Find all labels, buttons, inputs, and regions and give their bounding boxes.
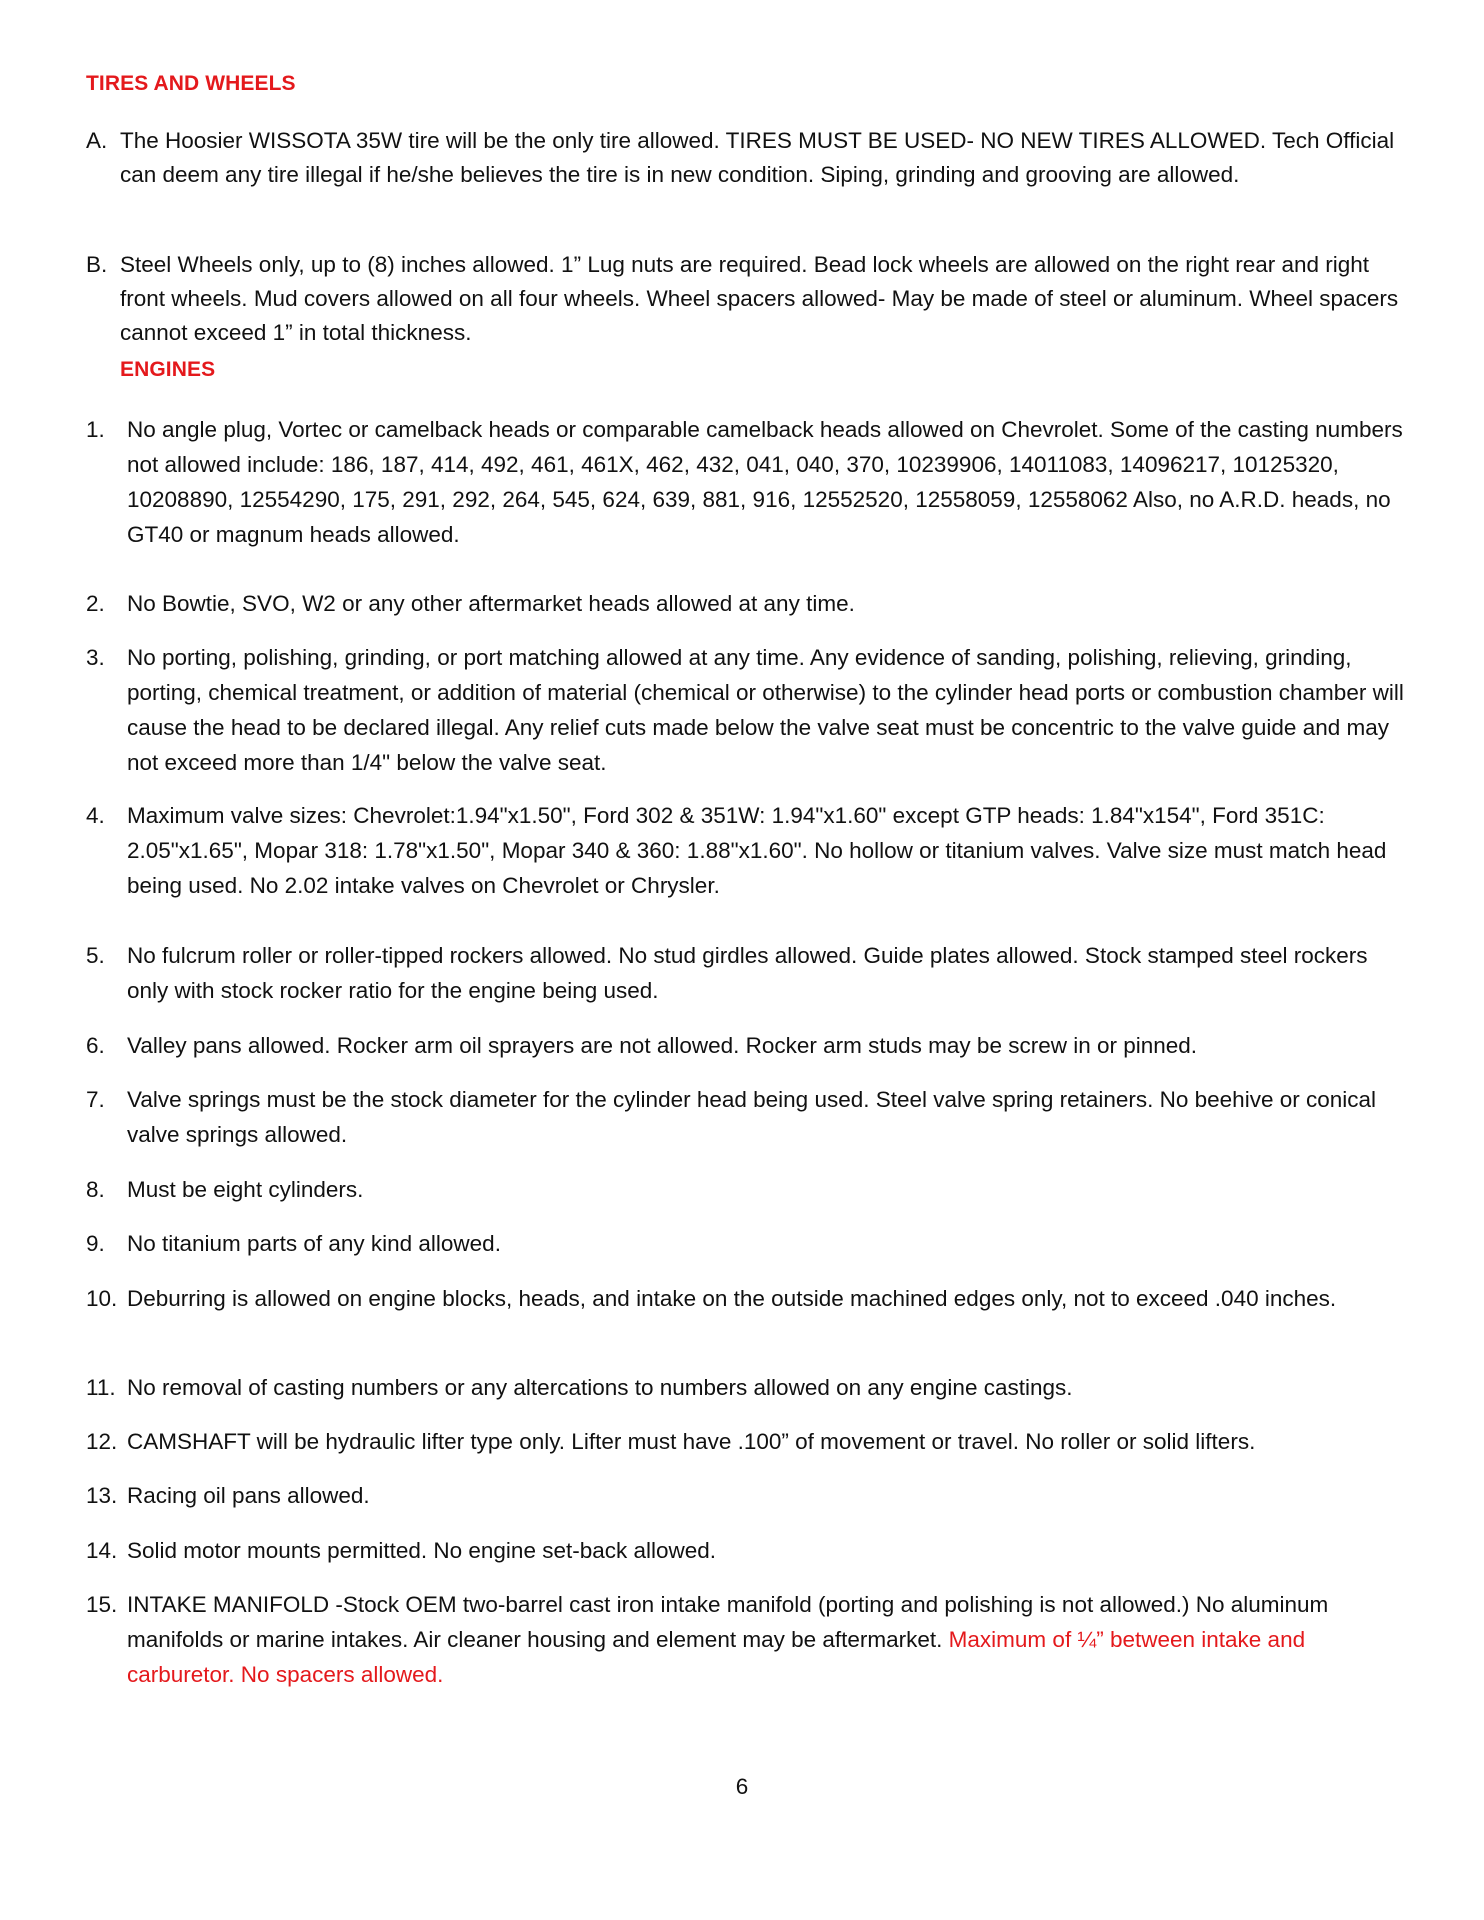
list-marker: 15. bbox=[86, 1592, 118, 1617]
list-marker: 2. bbox=[86, 591, 105, 616]
list-marker: 14. bbox=[86, 1538, 118, 1563]
list-item-text: Must be eight cylinders. bbox=[127, 1177, 364, 1202]
list-marker: A. bbox=[86, 128, 108, 153]
list-item-text: No removal of casting numbers or any altercations to numbers allowed on any engine castings. bbox=[127, 1375, 1073, 1400]
list-marker: 1. bbox=[86, 417, 105, 442]
list-item-tires-b bbox=[86, 248, 1406, 350]
list-item-text: Racing oil pans allowed. bbox=[127, 1483, 370, 1508]
list-item-engine-10 bbox=[86, 1281, 1406, 1316]
list-item-engine-3 bbox=[86, 640, 1406, 780]
list-item-engine-4 bbox=[86, 798, 1406, 903]
tires-wheels-heading: TIRES AND WHEELS bbox=[86, 72, 296, 95]
list-marker: 4. bbox=[86, 803, 105, 828]
list-marker: 5. bbox=[86, 943, 105, 968]
list-marker: 12. bbox=[86, 1429, 118, 1454]
list-item-engine-14 bbox=[86, 1533, 1406, 1568]
list-item-engine-9 bbox=[86, 1226, 1406, 1261]
list-item-text: Valve springs must be the stock diameter for the cylinder head being used. Steel valve spring retainers. No beehive or conical valve springs allowed. bbox=[127, 1087, 1377, 1147]
list-item-engine-1 bbox=[86, 412, 1406, 552]
engines-heading: ENGINES bbox=[120, 358, 216, 381]
page-number: 6 bbox=[735, 1774, 749, 1799]
list-item-text: No Bowtie, SVO, W2 or any other aftermarket heads allowed at any time. bbox=[127, 591, 855, 616]
list-item-text: Valley pans allowed. Rocker arm oil sprayers are not allowed. Rocker arm studs may be screw in or pinned. bbox=[127, 1033, 1198, 1058]
list-item-engine-5 bbox=[86, 938, 1406, 1008]
list-item-text: Solid motor mounts permitted. No engine set-back allowed. bbox=[127, 1538, 717, 1563]
list-item-engine-11 bbox=[86, 1370, 1406, 1405]
list-item-text: No angle plug, Vortec or camelback heads or comparable camelback heads allowed on Chevrolet. Some of the casting numbers not allowed include: 186, 187, 414, 492, 461, 461X, 462, 432, 041, 040, 370, 10239906, 14011083, 14096217, 10125320, 10208890, 12554290, 175, 291, 292, 264, 545, 624, 639, 881, 916, 12552520, 12558059, 12558062 Also, no A.R.D. heads, no GT40 or magnum heads allowed. bbox=[127, 417, 1403, 547]
list-item-text: No titanium parts of any kind allowed. bbox=[127, 1231, 501, 1256]
list-item-engine-8 bbox=[86, 1172, 1406, 1207]
list-marker: 8. bbox=[86, 1177, 105, 1202]
list-marker: 13. bbox=[86, 1483, 118, 1508]
list-item-text: Maximum valve sizes: Chevrolet:1.94"x1.50", Ford 302 & 351W: 1.94"x1.60" except GTP heads: 1.84"x154", Ford 351C: 2.05"x1.65", Mopar 318: 1.78"x1.50", Mopar 340 & 360: 1.88"x1.60". No hollow or titanium valves. Valve size must match head being used. No 2.02 intake valves on Chevrolet or Chrysler. bbox=[127, 803, 1387, 898]
list-item-engine-15 bbox=[86, 1587, 1406, 1692]
list-marker: 7. bbox=[86, 1087, 105, 1112]
list-marker: B. bbox=[86, 252, 108, 277]
list-marker: 9. bbox=[86, 1231, 105, 1256]
intake-spacer-warning: Maximum of ¼” between intake and carburetor. No spacers allowed. bbox=[127, 1627, 1306, 1687]
list-marker: 3. bbox=[86, 645, 105, 670]
list-item-engine-6 bbox=[86, 1028, 1406, 1063]
list-marker: 6. bbox=[86, 1033, 105, 1058]
list-item-engine-7 bbox=[86, 1082, 1406, 1152]
list-item-text bbox=[127, 1587, 1406, 1692]
list-item-engine-12 bbox=[86, 1424, 1406, 1459]
list-item-tires-a bbox=[86, 124, 1406, 192]
intake-manifold-text: INTAKE MANIFOLD -Stock OEM two-barrel cast iron intake manifold (porting and polishing is not allowed.) No aluminum manifolds or marine intakes. Air cleaner housing and element may be aftermarket. bbox=[127, 1592, 1329, 1652]
list-item-engine-2 bbox=[86, 586, 1406, 621]
list-item-text: Deburring is allowed on engine blocks, heads, and intake on the outside machined edges only, not to exceed .040 inches. bbox=[127, 1286, 1337, 1311]
list-item-text: No porting, polishing, grinding, or port matching allowed at any time. Any evidence of sanding, polishing, relieving, grinding, porting, chemical treatment, or addition of material (chemical or otherwise) to the cylinder head ports or combustion chamber will cause the head to be declared illegal. Any relief cuts made below the valve seat must be concentric to the valve guide and may not exceed more than 1/4" below the valve seat. bbox=[127, 645, 1404, 775]
list-marker: 10. bbox=[86, 1286, 118, 1311]
list-item-text: Steel Wheels only, up to (8) inches allowed. 1” Lug nuts are required. Bead lock wheels are allowed on the right rear and right front wheels. Mud covers allowed on all four wheels. Wheel spacers allowed- May be made of steel or aluminum. Wheel spacers cannot exceed 1” in total thickness. bbox=[120, 252, 1399, 345]
list-marker: 11. bbox=[86, 1375, 116, 1400]
list-item-text: The Hoosier WISSOTA 35W tire will be the only tire allowed. TIRES MUST BE USED- NO NEW TIRES ALLOWED. Tech Official can deem any tire illegal if he/she believes the tire is in new condition. Siping, grinding and grooving are allowed. bbox=[120, 128, 1395, 187]
list-item-text: CAMSHAFT will be hydraulic lifter type only. Lifter must have .100” of movement or travel. No roller or solid lifters. bbox=[127, 1429, 1256, 1454]
list-item-engine-13 bbox=[86, 1478, 1406, 1513]
list-item-text: No fulcrum roller or roller-tipped rockers allowed. No stud girdles allowed. Guide plates allowed. Stock stamped steel rockers only with stock rocker ratio for the engine being used. bbox=[127, 943, 1368, 1003]
